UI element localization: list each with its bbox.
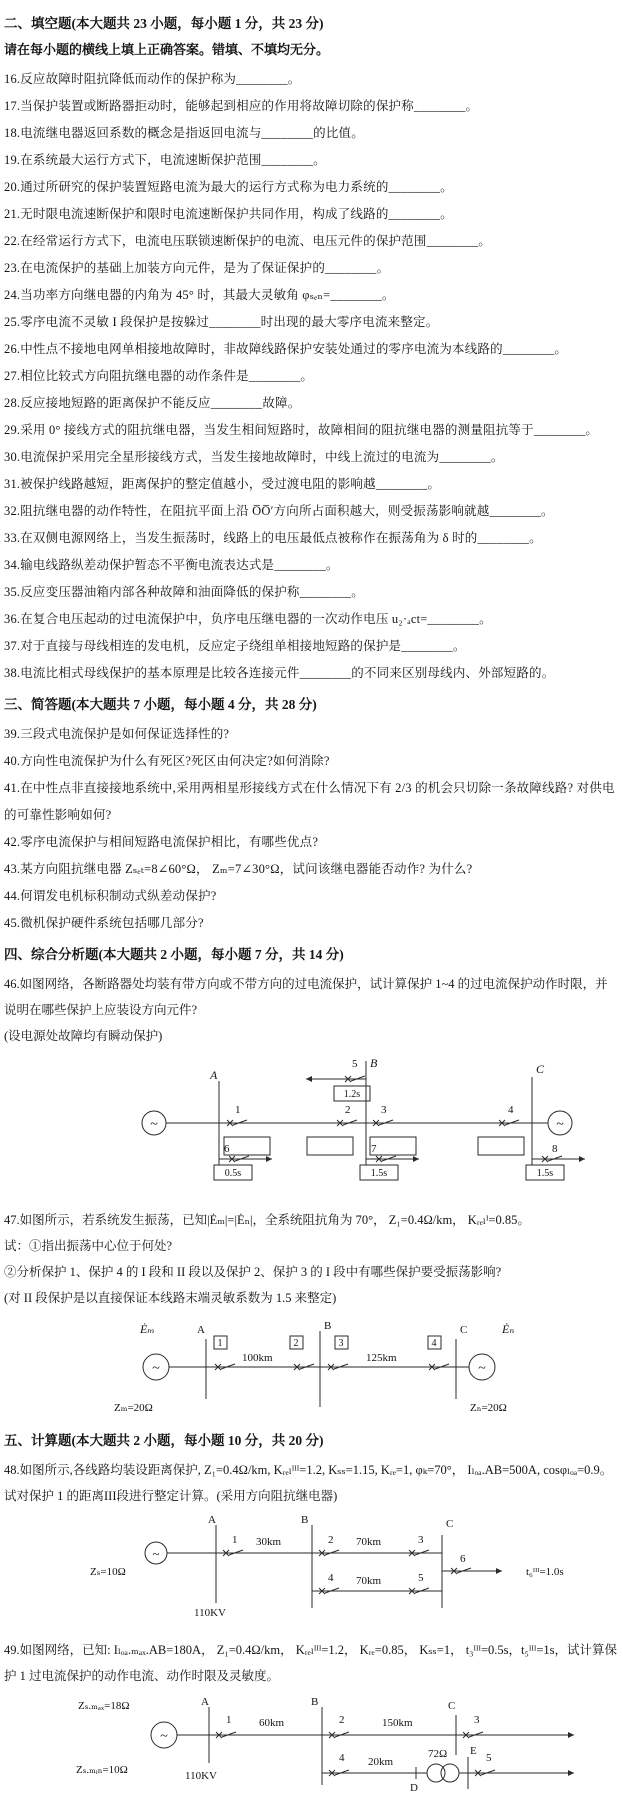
relay-box-2 [307,1137,353,1155]
question-text: 43.某方向阻抗继电器 Zₛₑₜ=8∠60°Ω， Zₘ=7∠30°Ω，试问该继电器能否动作? 为什么? [4,862,473,876]
question-text: 31.被保护线路越短，距离保护的整定值越小，受过渡电阻的影响越________。 [4,477,441,491]
bus-a-label: A [210,1068,218,1082]
voltage-label: 110KV [185,1770,217,1782]
question-47-line3: ②分析保护 1、保护 4 的 I 段和 II 段以及保护 2、保护 3 的 I 段中有哪些保护要受振荡影响? [4,1265,502,1279]
question-text: 23.在电流保护的基础上加装方向元件，是为了保证保护的________。 [4,261,390,275]
breaker-4-label: 4 [328,1572,334,1584]
question-text: 40.方向性电流保护为什么有死区?死区由何决定?如何消除? [4,754,330,768]
question-text: 24.当功率方向继电器的内角为 45° 时，其最大灵敏角 φₛₑₙ=________。 [4,288,395,302]
question-text: 44.何谓发电机标积制动式纵差动保护? [4,889,217,903]
question-46-text: 46.如图网络，各断路器处均装有带方向或不带方向的过电流保护，试计算保护 1~4 的过电流保护动作时限，并说明在哪些保护上应装设方向元件? [4,977,608,1017]
short-section-header: 三、简答题(本大题共 7 小题，每小题 4 分，共 28 分) [4,697,317,712]
question-text: 45.微机保护硬件系统包括哪几部分? [4,916,204,930]
breaker-3-label: 3 [418,1534,424,1546]
breaker-4-label: 4 [508,1104,514,1116]
question-text: 29.采用 0° 接线方式的阻抗继电器，当发生相间短路时，故障相间的阻抗继电器的测量阻抗等于________。 [4,423,599,437]
time-6-label: t₆ᴵᴵᴵ=1.0s [526,1566,564,1578]
breaker-2-label: 2 [345,1104,351,1116]
en-source-label: Ėₙ [502,1322,515,1336]
question-text: 21.无时限电流速断保护和限时电流速断保护共同作用，构成了线路的________。 [4,207,453,221]
svg-text:~: ~ [152,1546,160,1561]
bus-b-label: B [311,1696,319,1708]
question-text: 32.阻抗继电器的动作特性，在阻抗平面上沿 O̅O̅′方向所占面积越大，则受振荡影响就越________。 [4,504,554,518]
breaker-8-label: 8 [552,1143,558,1155]
bus-a-label: A [208,1514,216,1526]
question-text: 18.电流继电器返回系数的概念是指返回电流与________的比值。 [4,126,364,140]
question-text: 27.相位比较式方向阻抗继电器的动作条件是________。 [4,369,314,383]
bus-c-label: C [446,1518,454,1530]
relay-box-1 [224,1137,270,1155]
generator-right-icon [548,1111,572,1135]
question-text: 34.输电线路纵差动保护暂态不平衡电流表达式是________。 [4,558,339,572]
node-d-label: D [410,1782,418,1794]
question-text: 26.中性点不接地电网单相接地故障时，非故障线路保护安装处通过的零序电流为本线路的________。 [4,342,568,356]
svg-text:~: ~ [152,1361,160,1376]
question-text: 42.零序电流保护与相间短路电流保护相比，有哪些优点? [4,835,319,849]
bus-e-label: E [470,1745,477,1757]
question-49-text: 49.如图网络，已知: Iₗₒₐ.ₘₐₓ.AB=180A， Z₁=0.4Ω/km， Kᵣₑₗᴵᴵᴵ=1.2， Kᵣₑ=0.85， Kₛₛ=1， t₃ᴵᴵᴵ=0.5s，t₅ᴵᴵᴵ=1s，试计算保护 1 过电流保护的动作电流、动作时限及灵敏度。 [4,1643,618,1683]
generator-right-icon [469,1354,495,1380]
zs-min-label: Zₛ.ₘᵢₙ=10Ω [76,1764,128,1776]
question-46-note: (设电源处故障均有瞬动保护) [4,1029,163,1043]
question-text: 25.零序电流不灵敏 I 段保护是按躲过________时出现的最大零序电流来整定。 [4,315,439,329]
q48-network-diagram [4,1513,623,1635]
line-bd-length: 20km [368,1756,394,1768]
question-text: 19.在系统最大运行方式下，电流速断保护范围________。 [4,153,326,167]
question-text: 28.反应接地短路的距离保护不能反应________故障。 [4,396,301,410]
bus-c-label: C [536,1062,545,1076]
zs-max-label: Zₛ.ₘₐₓ=18Ω [78,1700,130,1712]
zs-label: Zₛ=10Ω [90,1566,126,1578]
q46-network-diagram [4,1053,623,1205]
line-bc-length: 150km [382,1717,413,1729]
bus-b-label: B [301,1514,309,1526]
generator-left-icon [142,1111,166,1135]
question-text: 37.对于直接与母线相连的发电机，反应定子绕组单相接地短路的保护是________。 [4,639,466,653]
time-7: 1.5s [370,1168,388,1179]
question-47-line4: (对 II 段保护是以直接保证本线路末端灵敏系数为 1.5 来整定) [4,1291,337,1305]
breaker-6-label: 6 [224,1143,230,1155]
relay-box-3 [370,1137,416,1155]
q47-network-diagram [4,1315,623,1423]
question-text: 33.在双侧电源网络上，当发生振荡时，线路上的电压最低点被称作在振荡角为 δ 时的________。 [4,531,542,545]
q49-network-diagram [4,1693,623,1795]
line-ab-length: 30km [256,1536,282,1548]
question-text: 30.电流保护采用完全星形接线方式，当发生接地故障时，中线上流过的电流为________。 [4,450,504,464]
protection-4-label: 4 [431,1338,437,1349]
question-text: 16.反应故障时阻抗降低而动作的保护称为________。 [4,72,301,86]
breaker-5-label: 5 [352,1058,358,1070]
relay-box-4 [478,1137,524,1155]
line-ab-length: 100km [242,1352,273,1364]
generator-left-icon [143,1354,169,1380]
breaker-6-label: 6 [460,1553,466,1565]
line-bc-length: 125km [366,1352,397,1364]
svg-text:~: ~ [150,1117,158,1132]
fill-section-header: 二、填空题(本大题共 23 小题，每小题 1 分，共 23 分) [4,16,324,31]
bus-b-label: B [324,1320,332,1332]
em-source-label: Ėₘ [140,1322,155,1336]
breaker-7-label: 7 [371,1143,377,1155]
question-text: 39.三段式电流保护是如何保证选择性的? [4,727,230,741]
svg-text:~: ~ [478,1361,486,1376]
time-8: 1.5s [536,1168,554,1179]
analysis-section-header: 四、综合分析题(本大题共 2 小题，每小题 7 分，共 14 分) [4,947,344,962]
question-text: 22.在经常运行方式下，电流电压联锁速断保护的电流、电压元件的保护范围________。 [4,234,491,248]
line-bc-top-length: 70km [356,1536,382,1548]
svg-text:~: ~ [556,1117,564,1132]
bus-a-label: A [201,1696,209,1708]
line-ab-length: 60km [259,1717,285,1729]
fill-question-list [4,66,618,687]
question-48-text: 48.如图所示,各线路均装设距离保护, Z₁=0.4Ω/km, Kᵣₑₗᴵᴵᴵ=1.2, Kₛₛ=1.15, Kᵣₑ=1, φₖ=70°， Iₗₒₐ.AB=500A, cosφₗₒₐ=0.9。试对保护 1 的距离III段进行整定计算。(采用方向阻抗继电器) [4,1463,613,1503]
short-question-list [4,721,618,937]
question-text: 20.通过所研究的保护装置短路电流为最大的运行方式称为电力系统的________。 [4,180,453,194]
breaker-4-label: 4 [339,1752,345,1764]
bus-c-label: C [448,1700,456,1712]
protection-2-label: 2 [293,1338,299,1349]
question-text: 41.在中性点非直接接地系统中,采用两相星形接线方式在什么情况下有 2/3 的机会只切除一条故障线路? 对供电的可靠性影响如何? [4,781,615,822]
line-bc-bottom-length: 70km [356,1575,382,1587]
breaker-1-label: 1 [232,1534,238,1546]
transformer-impedance: 72Ω [428,1748,448,1760]
voltage-label: 110KV [194,1607,226,1619]
breaker-5-label: 5 [486,1752,492,1764]
fill-section-instruction: 请在每小题的横线上填上正确答案。错填、不填均无分。 [4,42,330,57]
zn-label: Zₙ=20Ω [470,1402,507,1414]
bus-c-label: C [460,1324,468,1336]
protection-3-label: 3 [338,1338,344,1349]
protection-1-label: 1 [217,1338,223,1349]
breaker-3-label: 3 [474,1714,480,1726]
svg-text:~: ~ [160,1729,168,1744]
time-6: 0.5s [224,1168,242,1179]
breaker-3-label: 3 [381,1104,387,1116]
breaker-2-label: 2 [339,1714,345,1726]
bus-a-label: A [197,1324,205,1336]
question-text: 36.在复合电压起动的过电流保护中，负序电压继电器的一次动作电压 u₂·ₐct=________。 [4,612,492,626]
question-text: 38.电流比相式母线保护的基本原理是比较各连接元件________的不同来区别母线内、外部短路的。 [4,666,555,680]
zm-label: Zₘ=20Ω [114,1402,153,1414]
breaker-1-label: 1 [235,1104,241,1116]
question-47-line2: 试：①指出振荡中心位于何处? [4,1239,173,1253]
breaker-1-label: 1 [226,1714,232,1726]
bus-b-label: B [370,1056,378,1070]
generator-icon [151,1722,177,1748]
question-text: 35.反应变压器油箱内部各种故障和油面降低的保护称________。 [4,585,364,599]
breaker-5-label: 5 [418,1572,424,1584]
calc-section-header: 五、计算题(本大题共 2 小题，每小题 10 分，共 20 分) [4,1433,324,1448]
breaker-2-label: 2 [328,1534,334,1546]
generator-icon [145,1542,167,1564]
transformer-icon [427,1764,459,1782]
time-5: 1.2s [343,1089,361,1100]
question-47-line1: 47.如图所示，若系统发生振荡，已知|Ėₘ|=|Ėₙ|，全系统阻抗角为 70°， Z₁=0.4Ω/km， Kᵣₑₗᴵ=0.85。 [4,1213,530,1227]
question-text: 17.当保护装置或断路器拒动时，能够起到相应的作用将故障切除的保护称________。 [4,99,479,113]
